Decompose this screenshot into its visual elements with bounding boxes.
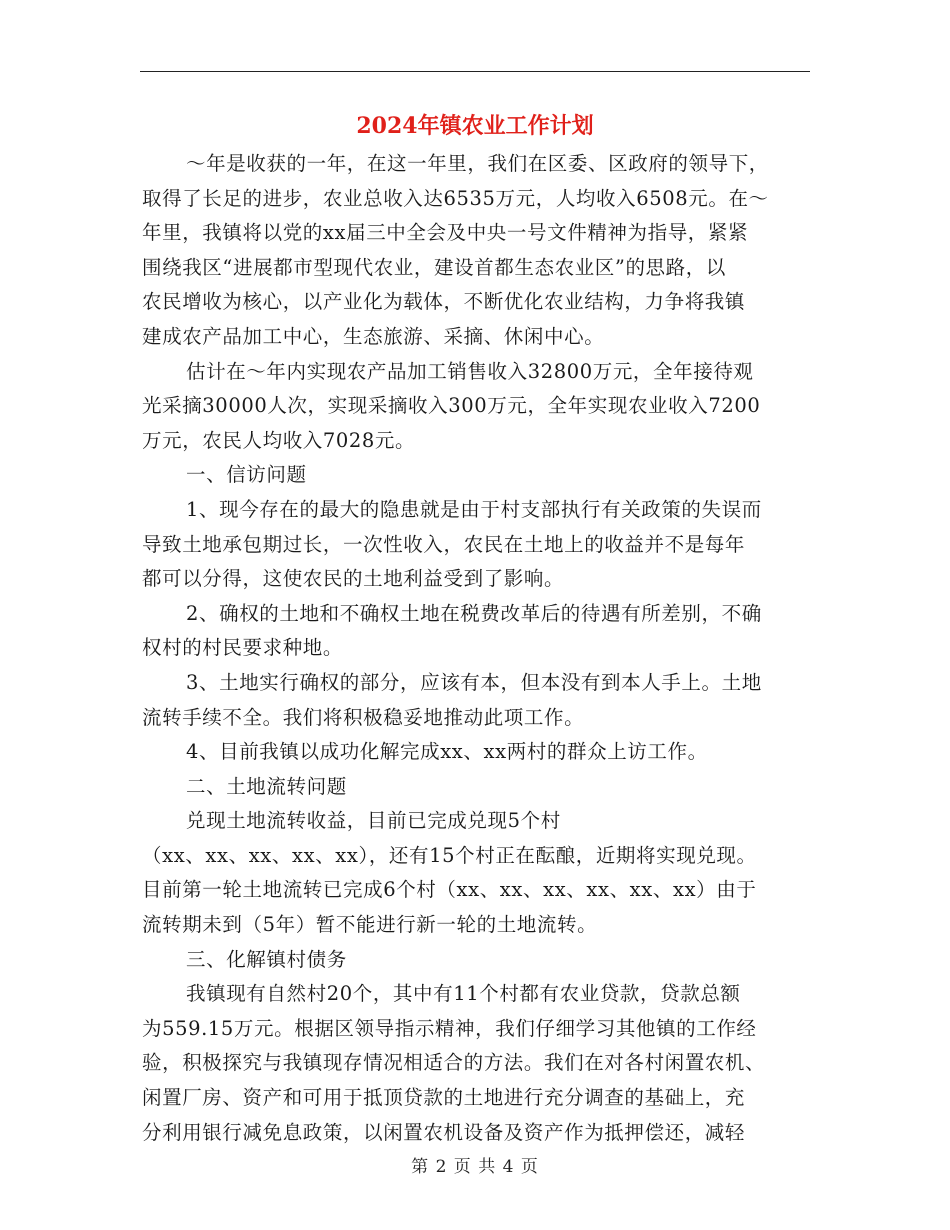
body-line: 2、确权的土地和不确权土地在税费改革后的待遇有所差别，不确 <box>186 601 762 625</box>
body-line: 验，积极探究与我镇现存情况相适合的方法。我们在对各村闲置农机、 <box>142 1051 766 1075</box>
body-line: ～年是收获的一年，在这一年里，我们在区委、区政府的领导下， <box>186 152 769 175</box>
body-line: 分利用银行减免息政策，以闲置农机设备及资产作为抵押偿还，减轻 <box>142 1120 746 1144</box>
body-line: 三、化解镇村债务 <box>186 947 347 971</box>
body-line: （xx、xx、xx、xx、xx），还有15个村正在酝酿，近期将实现兑现。 <box>142 843 757 867</box>
body-line: 估计在～年内实现农产品加工销售收入32800万元，全年接待观 <box>186 359 754 383</box>
body-line: 都可以分得，这使农民的土地利益受到了影响。 <box>142 567 565 591</box>
body-line: 1、现今存在的最大的隐患就是由于村支部执行有关政策的失误而 <box>186 497 762 521</box>
body-line: 闲置厂房、资产和可用于抵顶贷款的土地进行充分调查的基础上，充 <box>142 1086 746 1110</box>
body-line: 一、信访问题 <box>186 463 307 487</box>
body-line: 为559.15万元。根据区领导指示精神，我们仔细学习其他镇的工作经 <box>142 1016 757 1040</box>
body-line: 流转手续不全。我们将积极稳妥地推动此项工作。 <box>142 705 585 729</box>
body-line: 导致土地承包期过长，一次性收入，农民在土地上的收益并不是每年 <box>142 532 746 556</box>
body-line: 流转期未到（5年）暂不能进行新一轮的土地流转。 <box>142 913 598 937</box>
header-rule <box>140 71 810 72</box>
document-title: 2024年镇农业工作计划 <box>356 113 594 139</box>
body-line: 我镇现有自然村20个，其中有11个村都有农业贷款，贷款总额 <box>186 982 741 1006</box>
body-line: 目前第一轮土地流转已完成6个村（xx、xx、xx、xx、xx、xx）由于 <box>142 878 757 902</box>
body-line: 权村的村民要求种地。 <box>142 636 344 660</box>
body-line: 建成农产品加工中心，生态旅游、采摘、休闲中心。 <box>142 324 605 348</box>
body-line: 3、土地实行确权的部分，应该有本，但本没有到本人手上。土地 <box>186 670 762 694</box>
document-body <box>142 147 812 1150</box>
body-line: 年里，我镇将以党的xx届三中全会及中央一号文件精神为指导，紧紧 <box>142 221 749 245</box>
body-line: 兑现土地流转收益，目前已完成兑现5个村 <box>186 809 561 833</box>
page-footer: 第 2 页 共 4 页 <box>411 1157 539 1177</box>
body-line: 围绕我区“进展都市型现代农业，建设首都生态农业区”的思路，以 <box>142 255 726 279</box>
body-line: 光采摘30000人次，实现采摘收入300万元，全年实现农业收入7200 <box>142 394 761 418</box>
body-line: 农民增收为核心，以产业化为载体，不断优化农业结构，力争将我镇 <box>142 290 746 314</box>
body-line: 万元，农民人均收入7028元。 <box>142 428 416 452</box>
body-line: 取得了长足的进步，农业总收入达6535万元，人均收入6508元。在～ <box>142 186 769 210</box>
body-line: 二、土地流转问题 <box>186 774 347 798</box>
body-line: 4、目前我镇以成功化解完成xx、xx两村的群众上访工作。 <box>186 740 708 764</box>
